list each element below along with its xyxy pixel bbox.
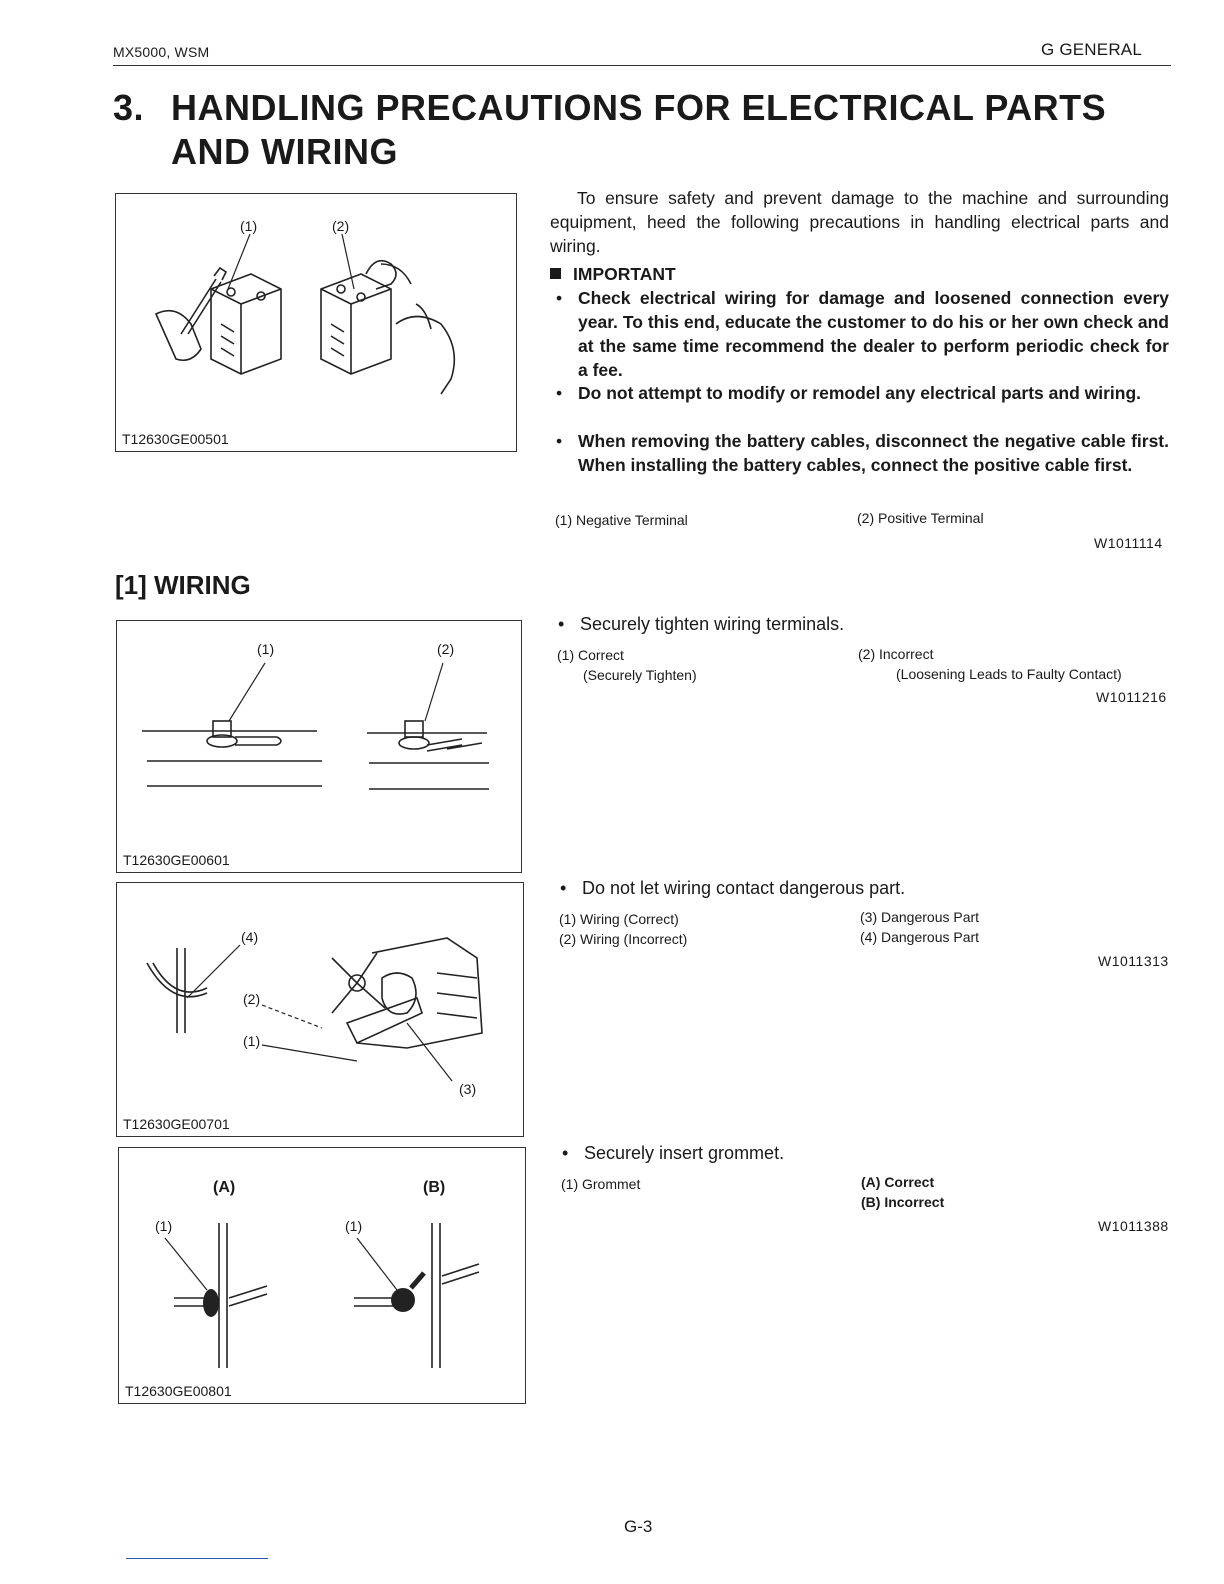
caption-positive-terminal: (2) Positive Terminal: [857, 510, 984, 526]
important-bullet-2: [556, 381, 1169, 405]
wiring-bullet-text: Do not let wiring contact dangerous part.: [582, 878, 906, 898]
fig4-label-1a: (1): [155, 1218, 173, 1234]
caption-dangerous-part: [860, 907, 979, 947]
bullet-dot-icon: •: [556, 431, 563, 451]
wiring-bullet-text: Securely tighten wiring terminals.: [580, 614, 845, 634]
bullet-dot-icon: •: [558, 614, 565, 634]
reference-code: W1011388: [1098, 1218, 1169, 1234]
fig1-label-2: (2): [332, 218, 350, 234]
reference-code: W1011216: [1096, 689, 1167, 705]
caption-grommet: (1) Grommet: [561, 1176, 641, 1192]
fig3-label-3: (3): [459, 1081, 477, 1097]
important-bullet-text: When removing the battery cables, disconnect the negative cable first. When installing the battery cables, connect the positive cable first.: [578, 431, 1169, 475]
important-heading: [550, 264, 676, 285]
important-bullet-text: Check electrical wiring for damage and loosened connection every year. To this end, educate the customer to do his or her own check and at the same time recommend the dealer to perform periodic check for a fee.: [578, 288, 1169, 380]
caption-line: (B) Incorrect: [861, 1194, 945, 1210]
caption-line: (1) Wiring (Correct): [559, 911, 679, 927]
fig2-label-2: (2): [437, 641, 455, 657]
figure-wiring-dangerous-part: [116, 882, 524, 1137]
reference-code: W1011114: [1094, 535, 1163, 551]
caption-line: (1) Correct: [557, 647, 624, 663]
section-title: [113, 86, 1106, 174]
caption-incorrect: [858, 644, 1122, 684]
figure-grommet: [118, 1147, 526, 1404]
wiring-bullet-1: [558, 612, 845, 636]
caption-correct: [557, 645, 697, 685]
header-rule: [113, 65, 1171, 66]
section-title-line2: AND WIRING: [171, 131, 398, 172]
figure-code: T12630GE00801: [125, 1383, 232, 1399]
fig1-label-1: (1): [240, 218, 258, 234]
caption-line: (2) Incorrect: [858, 646, 934, 662]
caption-grommet-result: [861, 1172, 944, 1212]
important-bullet-text: Do not attempt to modify or remodel any electrical parts and wiring.: [578, 383, 1142, 403]
bullet-dot-icon: •: [562, 1143, 569, 1163]
figure-code: T12630GE00501: [122, 431, 229, 447]
terminal-illustration: [117, 621, 521, 872]
footer-rule: [126, 1558, 268, 1559]
caption-line: (Loosening Leads to Faulty Contact): [896, 666, 1122, 682]
important-bullet-1: [556, 286, 1169, 382]
wiring-bullet-3: [562, 1141, 785, 1165]
important-label: IMPORTANT: [573, 264, 676, 284]
section-title-line1: HANDLING PRECAUTIONS FOR ELECTRICAL PARTS: [171, 87, 1107, 128]
caption-line: (Securely Tighten): [583, 667, 697, 683]
caption-line: (2) Wiring (Incorrect): [559, 931, 688, 947]
caption-line: (4) Dangerous Part: [860, 929, 980, 945]
important-bullet-3: [556, 429, 1169, 477]
square-bullet-icon: [550, 268, 561, 279]
fig4-label-b: (B): [423, 1179, 446, 1196]
caption-wiring: [559, 909, 687, 949]
fig3-label-4: (4): [241, 929, 259, 945]
fig3-label-2: (2): [243, 991, 261, 1007]
wiring-heading: [1] WIRING: [115, 570, 251, 600]
figure-battery-terminals: [115, 193, 517, 452]
bullet-dot-icon: •: [556, 288, 563, 308]
figure-wiring-terminals: [116, 620, 522, 873]
fig3-label-1: (1): [243, 1033, 261, 1049]
intro-paragraph: To ensure safety and prevent damage to the machine and surrounding equipment, heed the following precautions in handling electrical parts and wiring.: [550, 188, 1169, 256]
fig4-label-a: (A): [213, 1179, 236, 1196]
fig4-label-1b: (1): [345, 1218, 363, 1234]
wiring-bullet-text: Securely insert grommet.: [584, 1143, 785, 1163]
caption-negative-terminal: (1) Negative Terminal: [555, 512, 688, 528]
section-number: 3.: [113, 87, 145, 128]
grommet-illustration: [119, 1148, 525, 1403]
figure-code: T12630GE00601: [123, 852, 230, 868]
reference-code: W1011313: [1098, 953, 1169, 969]
caption-line: (A) Correct: [861, 1174, 935, 1190]
wiring-bullet-2: [560, 876, 906, 900]
figure-code: T12630GE00701: [123, 1116, 230, 1132]
doc-header-right: G GENERAL: [1041, 40, 1142, 59]
page-number: G-3: [624, 1517, 653, 1536]
fig2-label-1: (1): [257, 641, 275, 657]
doc-header-left: MX5000, WSM: [113, 44, 210, 60]
bullet-dot-icon: •: [560, 878, 567, 898]
caption-line: (3) Dangerous Part: [860, 909, 980, 925]
battery-illustration: [116, 194, 516, 451]
bullet-dot-icon: •: [556, 383, 563, 403]
